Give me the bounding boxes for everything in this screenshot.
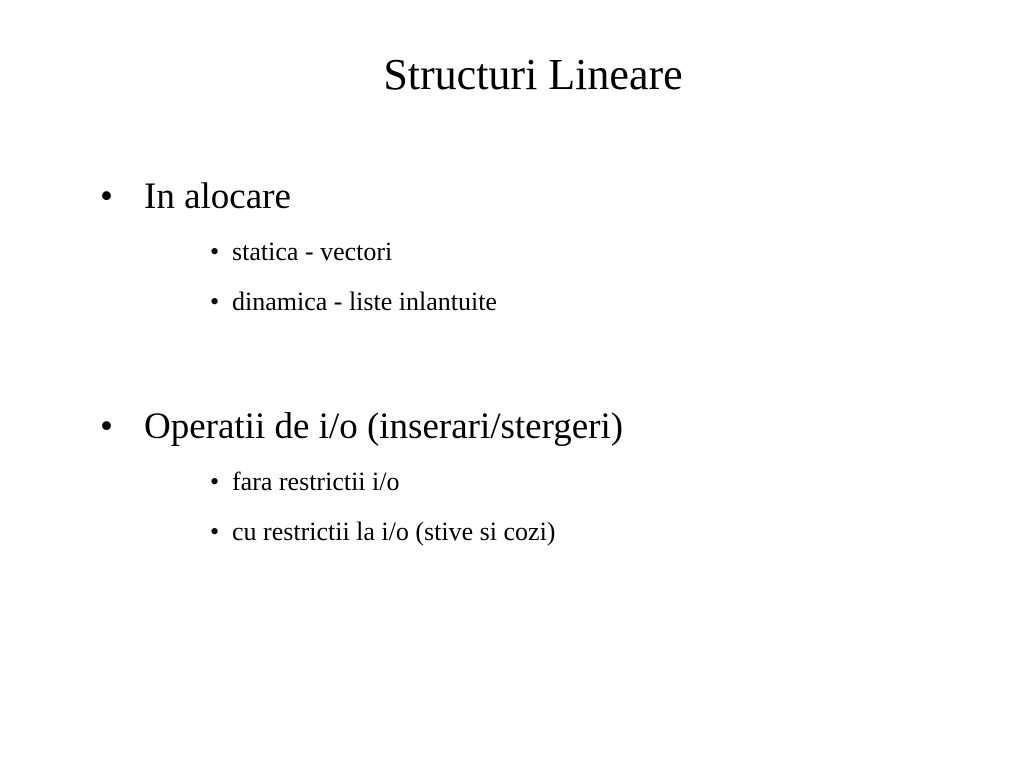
sub-bullet-fara-restrictii [210,466,399,498]
bullet-label: Operatii de i/o (inserari/stergeri) [144,406,624,447]
bullet-icon: • [100,406,113,447]
sub-bullet-label: cu restrictii la i/o (stive si cozi) [232,517,556,546]
bullet-in-alocare [100,175,291,219]
bullet-icon: • [210,237,220,266]
bullet-label: In alocare [144,176,291,217]
sub-bullet-label: statica - vectori [232,237,393,266]
sub-bullet-cu-restrictii [210,516,555,548]
slide-title: Structuri Lineare [383,50,683,99]
bullet-operatii [100,405,623,449]
sub-bullet-label: dinamica - liste inlantuite [232,287,497,316]
bullet-icon: • [210,287,220,316]
sub-bullet-statica [210,236,392,268]
bullet-icon: • [210,517,220,546]
sub-bullet-dinamica [210,286,497,318]
bullet-icon: • [100,176,113,217]
bullet-icon: • [210,467,220,496]
sub-bullet-label: fara restrictii i/o [232,467,400,496]
